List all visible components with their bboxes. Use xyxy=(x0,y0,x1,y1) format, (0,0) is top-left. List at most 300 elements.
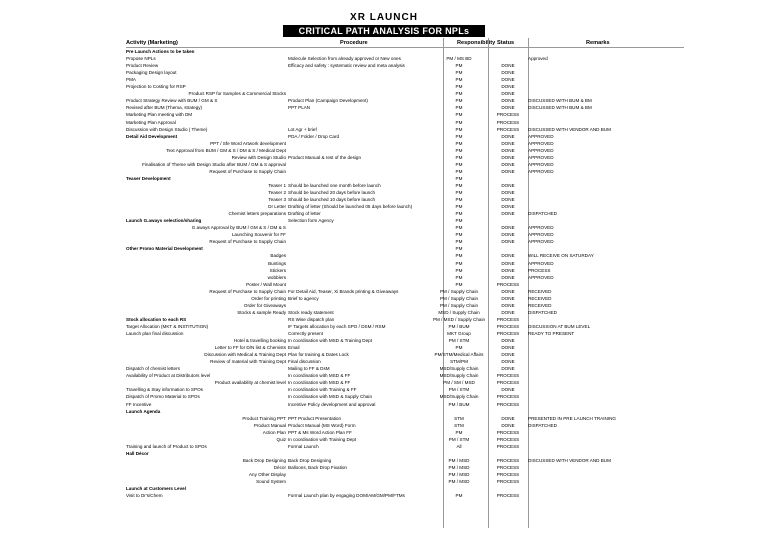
activity-cell: Launching Souvenir for FF xyxy=(231,232,286,238)
table-row xyxy=(0,351,768,358)
responsibility-cell: PM xyxy=(455,133,463,139)
responsibility-cell: PM xyxy=(455,232,463,238)
status-cell: DONE xyxy=(501,190,515,195)
status-cell: PROCESS xyxy=(496,401,520,407)
responsibility-cell: PM / SM / MSD xyxy=(443,380,475,386)
status-cell: DONE xyxy=(501,288,515,294)
activity-cell: Sound System xyxy=(256,479,286,485)
header-remarks: Remarks xyxy=(586,40,610,46)
activity-cell: Product Training PPT xyxy=(242,415,286,421)
procedure-cell: Email xyxy=(288,345,300,351)
responsibility-cell: PM xyxy=(455,175,463,181)
table-row xyxy=(0,83,768,90)
remarks-cell: DISPATCHED xyxy=(528,211,557,217)
procedure-cell: Formal Launch plan by engaging DOM/AM/GM/PM/FTMs xyxy=(288,493,405,499)
activity-cell: Décor xyxy=(273,464,286,470)
activity-cell: Back Drop Designing xyxy=(242,457,286,463)
responsibility-cell: PM xyxy=(455,112,463,118)
activity-cell: Request of Purchase to Supply Chain xyxy=(209,239,286,245)
status-cell: PROCESS xyxy=(496,443,520,449)
activity-cell: Teaser 2 xyxy=(268,190,286,195)
status-cell: DONE xyxy=(501,70,515,76)
responsibility-cell: PM xyxy=(455,140,463,146)
table-row xyxy=(0,140,768,147)
activity-cell: Product RSP for Samples & Commercial Stocks xyxy=(188,91,286,97)
status-cell: PROCESS xyxy=(496,472,520,477)
activity-cell: Launch plan final discussion xyxy=(126,331,184,336)
remarks-cell: APPROVED xyxy=(528,154,554,160)
status-cell: DONE xyxy=(501,338,515,344)
table-row xyxy=(0,62,768,69)
status-cell: DONE xyxy=(501,147,515,153)
responsibility-cell: PM xyxy=(455,126,463,132)
responsibility-cell: PM xyxy=(455,147,463,153)
status-cell: DONE xyxy=(501,105,515,111)
status-cell: PROCESS xyxy=(496,119,520,125)
remarks-cell: Approved xyxy=(528,56,548,62)
responsibility-cell: PM xyxy=(455,246,463,252)
procedure-cell: Plan for training & Dates Lock xyxy=(288,352,349,358)
procedure-cell: PPT & Ms Word Action Plan FF xyxy=(288,429,352,435)
table-row xyxy=(0,231,768,238)
responsibility-cell: PM / MS BD xyxy=(446,56,472,62)
table-row xyxy=(0,457,768,464)
table-row xyxy=(0,203,768,210)
responsibility-cell: PM / Supply Chain xyxy=(439,302,479,308)
procedure-cell: Should be launched one month before launch xyxy=(288,182,381,188)
banner-title: CRITICAL PATH ANALYSIS FOR NPLs xyxy=(283,25,485,37)
status-cell: PROCESS xyxy=(496,464,520,470)
status-cell: DONE xyxy=(501,359,515,365)
activity-cell: Badges xyxy=(270,253,286,259)
procedure-cell: Lot Agr + brief xyxy=(288,126,317,132)
remarks-cell: READY TO PRESENT xyxy=(528,331,575,336)
procedure-cell: RS Wise dispatch plan xyxy=(288,316,335,322)
activity-cell: Teaser Development xyxy=(126,175,171,181)
table-row xyxy=(0,97,768,104)
activity-cell: Hotel & travelling booking xyxy=(233,338,286,344)
procedure-cell: PPT PLAN xyxy=(288,105,311,111)
remarks-cell: APPROVED xyxy=(528,239,554,245)
responsibility-cell: PM / STM xyxy=(448,436,470,442)
status-cell: DONE xyxy=(501,140,515,146)
status-cell: PROCESS xyxy=(496,457,520,463)
procedure-cell: Should be launched 10 days before launch xyxy=(288,197,376,203)
table-row xyxy=(0,302,768,309)
activity-cell: Launch Agenda xyxy=(126,408,161,414)
table-row xyxy=(0,443,768,450)
table-row xyxy=(0,478,768,485)
activity-cell: Action Plan xyxy=(262,429,286,435)
status-cell: PROCESS xyxy=(496,112,520,118)
procedure-cell: IF Targets allocation by each SPO / DSM / RSM xyxy=(288,323,386,329)
activity-cell: Hall Décor xyxy=(126,450,149,456)
procedure-cell: Back Drop Designing xyxy=(288,457,332,463)
activity-cell: Letter to FF for D/N list & Chemists xyxy=(214,345,286,351)
table-row xyxy=(0,182,768,189)
remarks-cell: DISCUSSED WITH VENDOR AND BUM xyxy=(528,457,611,463)
responsibility-cell: PM / STM xyxy=(448,338,470,344)
responsibility-cell: PM xyxy=(455,204,463,210)
table-row xyxy=(0,415,768,422)
activity-cell: Availability of Product at Distributors level xyxy=(126,373,211,379)
table-row xyxy=(0,238,768,245)
table-row xyxy=(0,69,768,76)
table-row xyxy=(0,267,768,274)
table-row xyxy=(0,464,768,471)
status-cell: PROCESS xyxy=(496,373,520,379)
procedure-cell: In coordination with MSD & FF xyxy=(288,380,351,386)
responsibility-cell: All xyxy=(456,443,462,449)
activity-cell: Discussion with Design Studio ( Theme) xyxy=(126,126,208,132)
status-cell: DONE xyxy=(501,274,515,280)
activity-cell: Request of Purchase to Supply Chain xyxy=(209,168,286,174)
responsibility-cell: STM/PM xyxy=(450,359,468,365)
activity-cell: Revised after BUM (Thema, strategy) xyxy=(126,105,203,111)
activity-cell: Finalisation of Theme with Design Studio after BUM / GM & S approval xyxy=(142,161,286,167)
table-row xyxy=(0,154,768,161)
activity-cell: Product Manual xyxy=(253,422,286,428)
responsibility-cell: MKT Group xyxy=(447,331,471,336)
activity-cell: Marketing Plan meeting with DM xyxy=(126,112,193,118)
procedure-cell: Molecule Selection from already approved or New ones xyxy=(288,56,401,62)
table-row xyxy=(0,330,768,337)
status-cell: DONE xyxy=(501,225,515,231)
responsibility-cell: PM xyxy=(455,211,463,217)
responsibility-cell: PM xyxy=(455,84,463,90)
table-row xyxy=(0,429,768,436)
table-row xyxy=(0,344,768,351)
responsibility-cell: PM xyxy=(455,218,463,224)
activity-cell: Request of Purchase to Supply Chain xyxy=(209,288,286,294)
procedure-cell: Selection form Agency xyxy=(288,218,334,224)
remarks-cell: APPROVED xyxy=(528,140,554,146)
remarks-cell: DISPATCHED xyxy=(528,309,557,315)
table-row xyxy=(0,126,768,133)
activity-cell: Launch G.aways selection/sharing xyxy=(126,218,202,224)
table-row xyxy=(0,147,768,154)
activity-cell: PPT / Sfe Word Artwork development xyxy=(210,140,286,146)
procedure-cell: In coordination with Training Dept xyxy=(288,436,357,442)
table-row xyxy=(0,55,768,62)
responsibility-cell: PM xyxy=(455,154,463,160)
remarks-cell: APPROVED xyxy=(528,161,554,167)
activity-cell: G.aways Approval by BUM / GM & S / DM & S xyxy=(191,225,286,231)
responsibility-cell: STM xyxy=(454,422,464,428)
activity-cell: Chemist letters preparations xyxy=(228,211,286,217)
remarks-cell: WILL RECEIVE ON SATURDAY xyxy=(528,253,594,259)
table-row xyxy=(0,260,768,267)
responsibility-cell: PM xyxy=(455,161,463,167)
responsibility-cell: PM / MSD / Supply Chain xyxy=(432,316,486,322)
activity-cell: FF Incentive xyxy=(126,401,152,407)
document-title: XR LAUNCH xyxy=(350,12,418,23)
remarks-cell: DISCUSSED WITH VENDOR AND BUM xyxy=(528,126,611,132)
header-status: Status xyxy=(497,40,515,46)
remarks-cell: DISCUSSED WITH BUM & BM xyxy=(528,105,592,111)
procedure-cell: Should be launched 20 days before launch xyxy=(288,190,376,195)
procedure-cell: Stock ready statement xyxy=(288,309,334,315)
table-row xyxy=(0,372,768,379)
responsibility-cell: PM xyxy=(455,267,463,273)
procedure-cell: In coordination with MSD & Supply Chain xyxy=(288,394,373,400)
status-cell: DONE xyxy=(501,260,515,266)
remarks-cell: APPROVED xyxy=(528,133,554,139)
status-cell: DONE xyxy=(501,161,515,167)
procedure-cell: Correctly present xyxy=(288,331,323,336)
activity-cell: Buntings xyxy=(268,260,286,266)
activity-cell: Quiz xyxy=(276,436,286,442)
remarks-cell: APPROVED xyxy=(528,147,554,153)
header-responsibility: Responsibility xyxy=(457,40,496,46)
procedure-cell: Formal Launch xyxy=(288,443,319,449)
procedure-cell: Incentive Policy development and approval xyxy=(288,401,376,407)
header-activity: Activity (Marketing) xyxy=(126,40,178,46)
status-cell: DONE xyxy=(501,204,515,210)
status-cell: DONE xyxy=(501,415,515,421)
status-cell: DONE xyxy=(501,309,515,315)
responsibility-cell: MSD/Supply Chain xyxy=(439,394,479,400)
procedure-cell: In coordination with Training & FF xyxy=(288,387,357,393)
status-cell: DONE xyxy=(501,91,515,97)
table-row xyxy=(0,210,768,217)
status-cell: DONE xyxy=(501,154,515,160)
procedure-cell: Product Manual (MS Word) Form xyxy=(288,422,356,428)
activity-cell: Pre Launch Actions to be taken xyxy=(126,49,195,54)
table-row xyxy=(0,408,768,415)
table-row xyxy=(0,224,768,231)
responsibility-cell: PM xyxy=(455,225,463,231)
status-cell: DONE xyxy=(501,182,515,188)
activity-cell: Text Approval from BUM / GM & S / DM & S / Medical Dept xyxy=(166,147,286,153)
procedure-cell: In coordination with MSD & Training Dept xyxy=(288,338,373,344)
status-cell: PROCESS xyxy=(496,479,520,485)
table-row xyxy=(0,245,768,252)
responsibility-cell: PM xyxy=(455,197,463,203)
status-cell: PROCESS xyxy=(496,436,520,442)
remarks-cell: RECEIVED xyxy=(528,288,552,294)
table-row xyxy=(0,104,768,111)
status-cell: DONE xyxy=(501,232,515,238)
status-cell: PROCESS xyxy=(496,394,520,400)
remarks-cell: APPROVED xyxy=(528,168,554,174)
activity-cell: Detail Aid Development xyxy=(126,133,178,139)
table-row xyxy=(0,76,768,83)
table-row xyxy=(0,485,768,492)
remarks-cell: PRESENTED IN PRE LAUNCH TRAINING xyxy=(528,415,616,421)
status-cell: DONE xyxy=(501,366,515,372)
responsibility-cell: MSD / Supply Chain xyxy=(438,309,480,315)
remarks-cell: APPROVED xyxy=(528,225,554,231)
activity-cell: Poster / Wall Mount xyxy=(246,281,286,287)
status-cell: PROCESS xyxy=(496,281,520,287)
procedure-cell: PPT Product Presentation xyxy=(288,415,342,421)
procedure-cell: Efficacy and safety : systematic review and meta analysis xyxy=(288,63,405,69)
activity-cell: Any Other Display xyxy=(248,472,286,477)
remarks-cell: APPROVED xyxy=(528,260,554,266)
remarks-cell: DISCUSSION AT BUM LEVEL xyxy=(528,323,591,329)
activity-cell: Product Strategy Review with BUM / GM & S xyxy=(126,98,218,104)
table-row xyxy=(0,168,768,175)
table-row xyxy=(0,323,768,330)
responsibility-cell: MSD/Supply Chain xyxy=(439,366,479,372)
procedure-cell: Brief to agency xyxy=(288,295,319,301)
activity-cell: Review with Design Studio xyxy=(231,154,286,160)
table-row xyxy=(0,379,768,386)
status-cell: DONE xyxy=(501,345,515,351)
table-row xyxy=(0,309,768,316)
status-cell: PROCESS xyxy=(496,493,520,499)
status-cell: DONE xyxy=(501,302,515,308)
responsibility-cell: PM / BUM xyxy=(448,401,470,407)
status-cell: DONE xyxy=(501,295,515,301)
status-cell: PROCESS xyxy=(496,429,520,435)
activity-cell: Projection to Costing for RSP xyxy=(126,84,186,90)
remarks-cell: PROCESS xyxy=(528,267,551,273)
activity-cell: Travelling & Stay information to SPOs xyxy=(126,387,203,393)
responsibility-cell: PM xyxy=(455,253,463,259)
activity-cell: Other Promo Material Development xyxy=(126,246,203,252)
activity-cell: Marketing Plan Approval xyxy=(126,119,176,125)
status-cell: DONE xyxy=(501,387,515,393)
activity-cell: Launch at Customers Level xyxy=(126,486,186,492)
responsibility-cell: PM xyxy=(455,105,463,111)
table-row xyxy=(0,196,768,203)
responsibility-cell: PM / MSD xyxy=(448,464,470,470)
responsibility-cell: PM xyxy=(455,274,463,280)
remarks-cell: APPROVED xyxy=(528,274,554,280)
table-row xyxy=(0,217,768,224)
activity-cell: Product availability at chemist level xyxy=(214,380,286,386)
table-row xyxy=(0,337,768,344)
responsibility-cell: PM xyxy=(455,91,463,97)
activity-cell: Packaging Design layout xyxy=(126,70,177,76)
procedure-cell: Product Plan (Campaign Development) xyxy=(288,98,368,104)
table-row xyxy=(0,252,768,259)
activity-cell: Dispatch of Promo Material to SPOs xyxy=(126,394,200,400)
table-row xyxy=(0,436,768,443)
table-row xyxy=(0,281,768,288)
activity-cell: Dispatch of chemist letters xyxy=(126,366,180,372)
procedure-cell: Balloons, Back Drop Fixation xyxy=(288,464,347,470)
activity-cell: Dr Letter xyxy=(268,204,286,210)
status-cell: DONE xyxy=(501,239,515,245)
activity-cell: Stickers xyxy=(269,267,286,273)
table-row xyxy=(0,111,768,118)
responsibility-cell: PM xyxy=(455,77,463,83)
procedure-cell: Product Manual & rest of the design xyxy=(288,154,362,160)
table-row xyxy=(0,422,768,429)
procedure-cell: PDA / Folder / Drop Card xyxy=(288,133,340,139)
activity-cell: Order for Giveaways xyxy=(243,302,286,308)
table-row xyxy=(0,189,768,196)
remarks-cell: APPROVED xyxy=(528,232,554,238)
table-row xyxy=(0,48,768,55)
activity-cell: Propose NPLs xyxy=(126,56,156,62)
status-cell: DONE xyxy=(501,98,515,104)
table-row xyxy=(0,119,768,126)
table-row xyxy=(0,316,768,323)
status-cell: DONE xyxy=(501,84,515,90)
remarks-cell: DISCUSSED WITH BUM & BM xyxy=(528,98,592,104)
status-cell: DONE xyxy=(501,267,515,273)
activity-cell: Review of material with Training Dept xyxy=(210,359,286,365)
status-cell: DONE xyxy=(501,63,515,69)
table-row xyxy=(0,450,768,457)
responsibility-cell: PM xyxy=(455,63,463,69)
table-row xyxy=(0,471,768,478)
responsibility-cell: STM xyxy=(454,415,464,421)
activity-cell: Stocks & sample Ready xyxy=(237,309,286,315)
status-cell: DONE xyxy=(501,77,515,83)
responsibility-cell: PM/STM/Medical Affairs xyxy=(434,352,484,358)
responsibility-cell: PM / Supply Chain xyxy=(439,288,479,294)
activity-cell: wobblers xyxy=(267,274,286,280)
procedure-cell: Final discussion xyxy=(288,359,321,365)
responsibility-cell: PM / MSD xyxy=(448,457,470,463)
procedure-cell: In coordination with MSD & FF xyxy=(288,373,351,379)
activity-cell: Stock allocation to each RS xyxy=(126,316,187,322)
activity-cell: PMA xyxy=(126,77,136,83)
responsibility-cell: PM xyxy=(455,182,463,188)
procedure-cell: Mailing to FF & DsM xyxy=(288,366,330,372)
responsibility-cell: PM xyxy=(455,168,463,174)
table-row xyxy=(0,274,768,281)
table-row xyxy=(0,161,768,168)
activity-cell: Teaser 3 xyxy=(268,197,286,203)
status-cell: PROCESS xyxy=(496,316,520,322)
table-row xyxy=(0,401,768,408)
procedure-cell: Drafting of letter (Should be launched 05 days before launch) xyxy=(288,204,413,210)
table-row xyxy=(0,133,768,140)
table-row xyxy=(0,365,768,372)
remarks-cell: DISPATCHED xyxy=(528,422,557,428)
remarks-cell: RECEIVED xyxy=(528,302,552,308)
header-procedure: Procedure xyxy=(340,40,368,46)
responsibility-cell: PM xyxy=(455,429,463,435)
activity-cell: Visit to Dr's/Chem xyxy=(126,493,163,499)
status-cell: DONE xyxy=(501,253,515,259)
remarks-cell: RECEIVED xyxy=(528,295,552,301)
table-row xyxy=(0,288,768,295)
activity-cell: Discussion with Medical & Training Dept xyxy=(204,352,286,358)
table-row xyxy=(0,295,768,302)
status-cell: DONE xyxy=(501,133,515,139)
responsibility-cell: PM / MSD xyxy=(448,472,470,477)
responsibility-cell: MSD/Supply Chain xyxy=(439,373,479,379)
procedure-cell: For Detail Aid, Teaser, Xi Brands printing & Giveaways xyxy=(288,288,399,294)
table-row xyxy=(0,492,768,499)
responsibility-cell: PM xyxy=(455,493,463,499)
procedure-cell: Drafting of letter xyxy=(288,211,321,217)
responsibility-cell: PM xyxy=(455,190,463,195)
status-cell: PROCESS xyxy=(496,126,520,132)
status-cell: PROCESS xyxy=(496,323,520,329)
responsibility-cell: PM / Supply Chain xyxy=(439,295,479,301)
table-row xyxy=(0,90,768,97)
activity-cell: Product Review xyxy=(126,63,159,69)
responsibility-cell: PM xyxy=(455,119,463,125)
status-cell: PROCESS xyxy=(496,331,520,336)
responsibility-cell: PM xyxy=(455,70,463,76)
activity-cell: Order for printing xyxy=(251,295,286,301)
responsibility-cell: PM / MSD xyxy=(448,479,470,485)
status-cell: DONE xyxy=(501,168,515,174)
responsibility-cell: PM / BUM xyxy=(448,323,470,329)
responsibility-cell: PM xyxy=(455,281,463,287)
status-cell: DONE xyxy=(501,422,515,428)
status-cell: DONE xyxy=(501,352,515,358)
